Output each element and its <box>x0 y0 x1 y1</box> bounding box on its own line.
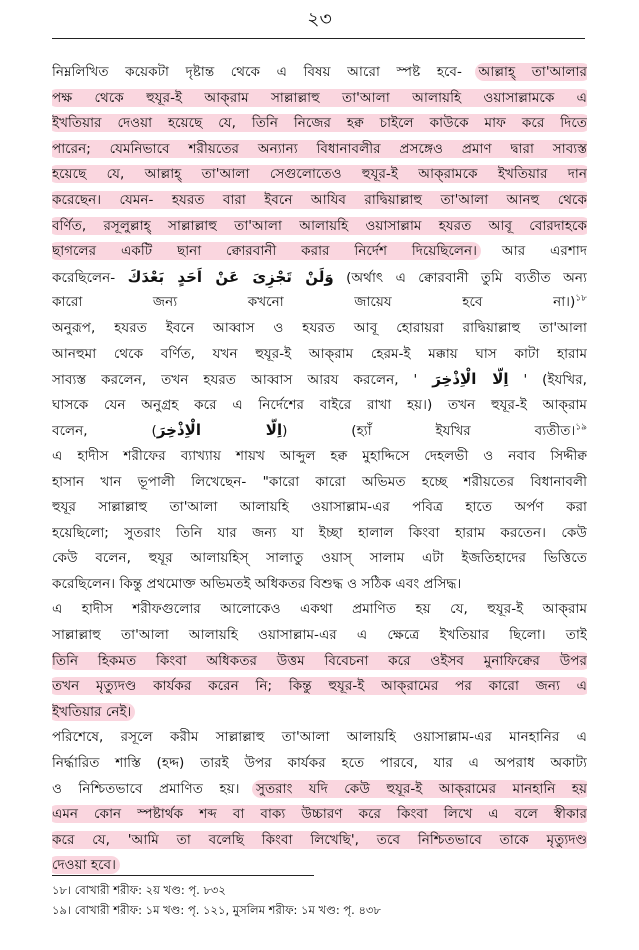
text-line <box>52 86 587 112</box>
text-segment: আর এরশাদ <box>477 243 587 260</box>
text-segment: এ হাদীস শরীফের ব্যাখ্যায় শায়খ আব্দুল হক্ব মুহাদ্দিসে দেহলভী ও নবাব সিদ্দীক্ব <box>52 447 587 464</box>
text-segment: সাল্লাল্লাহু তা'আলা আলায়হি ওয়াসাল্লাম-এর এ ক্ষেত্রে ইখতিয়ার ছিলো। তাই <box>52 627 587 644</box>
text-line <box>52 623 587 649</box>
text-segment: বলেন, ( <box>52 423 157 440</box>
text-segment: করেছিলেন। কিন্তু প্রথমোক্ত অভিমতই অধিকতর বিশুদ্ধ ও সঠিক এবং প্রসিদ্ধ। <box>52 575 462 592</box>
text-line <box>52 162 587 188</box>
highlighted-text: ইখতিয়ার দেওয়া হয়েছে যে, তিনি নিজের হক্ব চাইলে কাউকে মাফ করে দিতে <box>52 114 587 132</box>
text-segment: হাসান খান ভূপালী লিখেছেন- "কারো কারো অভিমত হচ্ছে শরীয়তের বিধানাবলী <box>52 473 587 490</box>
arabic-quote: اِلَّا الْاِذْخِرَ <box>432 370 509 389</box>
text-line <box>52 265 587 291</box>
text-line <box>52 725 587 751</box>
highlighted-text: পক্ষ থেকে হুযূর-ই আক্‌রাম সাল্লাল্লাহু তা'আলা আলায়হি ওয়াসাল্লামকে এ <box>52 89 587 107</box>
highlighted-text: এমন কোন স্পষ্টার্থক শব্দ বা বাক্য উচ্চারণ করে কিংবা লিখে এ বলে স্বীকার <box>52 805 587 823</box>
highlighted-text: হয়েছে যে, আল্লাহ্‌ তা'আলা সেগুলোতেও হুযূর-ই আক্‌রামকে ইখতিয়ার দান <box>52 165 587 183</box>
text-line <box>52 290 587 316</box>
text-line <box>52 137 587 163</box>
text-segment: ' (ইযখির, <box>508 372 587 389</box>
text-line <box>52 60 587 86</box>
highlighted-text: তখন মৃত্যুদণ্ড কার্যকর করেন নি; কিন্তু হুযূর-ই আক্‌রামের পর কারো জন্য এ <box>52 677 587 695</box>
text-segment: অনুরূপ, হযরত ইবনে আব্বাস ও হযরত আবূ হোরায়রা রাদ্বিয়াল্লাহু তা'আলা <box>52 319 587 336</box>
highlighted-text: সুতরাং যদি কেউ হুযূর-ই আক্‌রামের মানহানি হয় <box>252 780 587 798</box>
header-rule <box>52 38 585 39</box>
text-line <box>52 674 587 700</box>
text-line <box>52 470 587 496</box>
text-segment: আনহুমা থেকে বর্ণিত, যখন হুযূর-ই আক্‌রাম হেরম-ই মক্কায় ঘাস কাটা হারাম <box>52 345 587 362</box>
highlighted-text: দেওয়া হবে। <box>52 856 120 874</box>
footnote: ১৯। বোখারী শরীফ: ১ম খণ্ড: পৃ. ১২১, মুসলিম শরীফ: ১ম খণ্ড: পৃ. ৪৩৮ <box>52 903 381 917</box>
text-segment: হয়েছিলো; সুতরাং তিনি যার জন্য যা ইচ্ছা হালাল কিংবা হারাম করতেন। কেউ <box>52 524 587 541</box>
footnote-ref: ১৮ <box>575 293 587 304</box>
text-line <box>52 546 587 572</box>
text-segment: নিম্নলিখিত কয়েকটা দৃষ্টান্ত থেকে এ বিষয় আরো স্পষ্ট হবে- <box>52 64 479 80</box>
text-line <box>52 214 587 240</box>
text-segment: কেউ বলেন, হুযূর আলায়হিস্‌ সালাতু ওয়াস্‌ সালাম এটা ইজতিহাদের ভিত্তিতে <box>52 550 587 567</box>
highlighted-text: পারেন; যেমনিভাবে শরীয়তের অন্যান্য বিধানাবলীর প্রসঙ্গেও প্রমাণ দ্বারা সাব্যস্ত <box>52 140 587 158</box>
highlighted-text: ছাগলের একটি ছানা ক্বোরবানী করার নির্দেশ দিয়েছিলেন। <box>52 242 481 260</box>
text-segment: নির্দ্ধারিত শাস্তি (হদ্দ) তারই উপর কার্যকর হতে পারবে, যার এ অপরাধ অকাট্য <box>52 755 587 772</box>
text-line <box>52 700 587 726</box>
text-segment: এ হাদীস শরীফগুলোর আলোকেও একথা প্রমাণিত হয় যে, হুযূর-ই আক্‌রাম <box>52 601 587 618</box>
body-text <box>52 60 587 879</box>
text-segment: করেছিলেন- <box>52 269 128 286</box>
text-line <box>52 342 587 368</box>
footnotes <box>52 880 587 920</box>
highlighted-text: বর্ণিত, রসূলুল্লাহ্‌ সাল্লাল্লাহু তা'আলা আলায়হি ওয়াসাল্লাম হযরত আবূ বোরদাহকে <box>52 217 587 235</box>
text-line <box>52 572 587 598</box>
text-line <box>52 418 587 444</box>
text-line <box>52 597 587 623</box>
highlighted-text: আল্লাহ্‌ তা'আলার <box>475 63 588 81</box>
text-line <box>52 495 587 521</box>
footnote-ref: ১৯ <box>575 422 587 433</box>
text-line <box>52 239 587 265</box>
highlighted-text: করে যে, 'আমি তা বলেছি কিংবা লিখেছি', তবে নিশ্চিতভাবে তাকে মৃত্যুদণ্ড <box>52 831 587 849</box>
text-line <box>52 188 587 214</box>
text-segment: পরিশেষে, রসূলে করীম সাল্লাল্লাহু তা'আলা আলায়হি ওয়াসাল্লাম-এর মানহানির এ <box>52 729 587 746</box>
text-segment: (অর্থাৎ এ ক্বোরবানী তুমি ব্যতীত অন্য <box>333 269 587 286</box>
text-segment: ) (হ্যাঁ ইযখির ব্যতীত। <box>282 423 576 440</box>
text-line <box>52 751 587 777</box>
footnote: ১৮। বোখারী শরীফ: ২য় খণ্ড: পৃ. ৮৩২ <box>52 883 226 897</box>
text-line <box>52 444 587 470</box>
text-segment: ঘাসকে যেন অনুগ্রহ করে এ নির্দেশের বাইরে রাখা হয়।) তখন হুযূর-ই আক্‌রাম <box>52 396 587 413</box>
text-segment: ও নিশ্চিতভাবে প্রমাণিত হয়। <box>52 780 256 797</box>
text-line <box>52 802 587 828</box>
page-number: ২৩ <box>307 8 332 30</box>
text-segment: কারো জন্য কখনো জায়েয হবে না।) <box>52 294 576 311</box>
highlighted-text: তিনি হিকমত কিংবা অধিকতর উত্তম বিবেচনা করে ওইসব মুনাফিক্বের উপর <box>52 652 587 670</box>
text-line <box>52 777 587 803</box>
footnote-rule <box>52 875 314 876</box>
text-line <box>52 649 587 675</box>
highlighted-text: ইখতিয়ার নেই। <box>52 703 135 721</box>
highlighted-text: করেছেন। যেমন- হযরত বারা ইবনে আযিব রাদ্বিয়াল্লাহু তা'আলা আনহু থেকে <box>52 191 587 209</box>
text-line <box>52 111 587 137</box>
text-segment: হুযূর সাল্লাল্লাহু তা'আলা আলায়হি ওয়াসাল্লাম-এর পবিত্র হাতে অর্পণ করা <box>52 499 587 516</box>
arabic-quote: اِلَّا الْاِذْخِرَ <box>156 421 283 440</box>
arabic-quote: وَلَنْ تَجْزِىَ عَنْ اَحَدٍ بَعْدَكَ <box>127 267 334 286</box>
text-line <box>52 316 587 342</box>
text-line <box>52 828 587 854</box>
text-line <box>52 393 587 419</box>
text-line <box>52 521 587 547</box>
text-line <box>52 367 587 393</box>
text-segment: সাব্যস্ত করলেন, তখন হযরত আব্বাস আরয করলেন, ' <box>52 372 433 389</box>
